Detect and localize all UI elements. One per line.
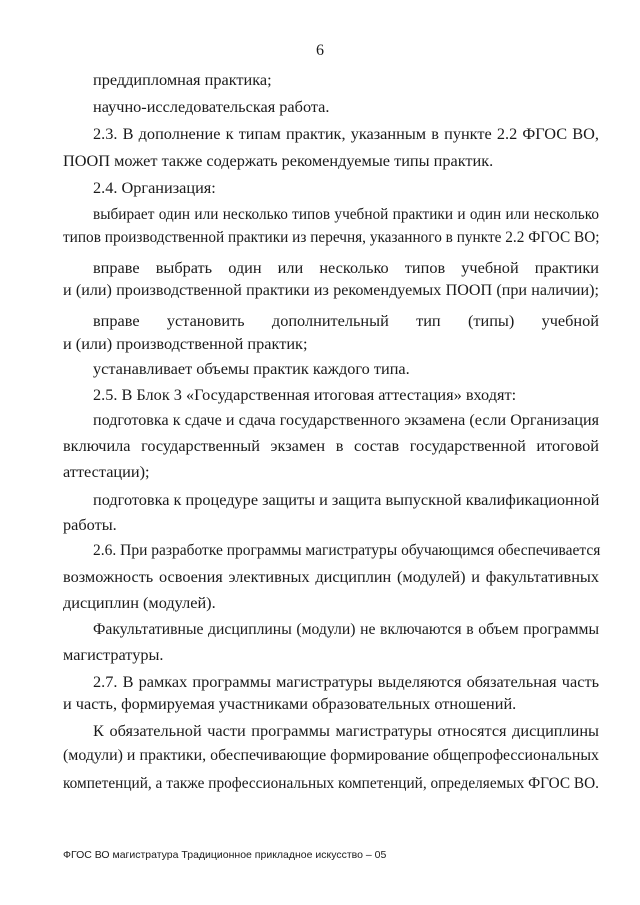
text-line: подготовка к процедуре защиты и защита выпускной квалификационной bbox=[93, 490, 600, 509]
text-line: компетенций, а также профессиональных компетенций, определяемых ФГОС ВО. bbox=[63, 775, 599, 792]
text-line: магистратуры. bbox=[63, 645, 164, 664]
text-line: включила государственный экзамен в состав государственной итоговой bbox=[63, 436, 599, 455]
text-line: (модули) и практики, обеспечивающие формирование общепрофессиональных bbox=[63, 747, 599, 764]
text-line: 2.5. В Блок 3 «Государственная итоговая аттестация» входят: bbox=[93, 385, 517, 404]
text-line: научно-исследовательская работа. bbox=[93, 97, 330, 116]
text-line: дисциплин (модулей). bbox=[63, 593, 216, 612]
text-line: возможность освоения элективных дисциплин (модулей) и факультативных bbox=[63, 567, 599, 586]
text-line: ПООП может также содержать рекомендуемые типы практик. bbox=[63, 151, 494, 170]
text-line: устанавливает объемы практик каждого типа. bbox=[93, 359, 410, 378]
text-line: преддипломная практика; bbox=[93, 70, 272, 89]
text-line: 2.4. Организация: bbox=[93, 178, 216, 197]
page-number: 6 bbox=[316, 42, 324, 59]
text-line: 2.3. В дополнение к типам практик, указанным в пункте 2.2 ФГОС ВО, bbox=[93, 124, 599, 143]
text-line: подготовка к сдаче и сдача государственного экзамена (если Организация bbox=[93, 412, 599, 429]
text-line: выбирает один или несколько типов учебной практики и один или несколько bbox=[93, 206, 599, 223]
page-footer: ФГОС ВО магистратура Традиционное прикладное искусство – 05 bbox=[63, 849, 387, 861]
text-line: типов производственной практики из перечня, указанного в пункте 2.2 ФГОС ВО; bbox=[63, 229, 600, 246]
text-line: 2.7. В рамках программы магистратуры выделяются обязательная часть bbox=[93, 672, 599, 691]
text-line: вправе установить дополнительный тип (типы) учебной bbox=[93, 311, 599, 330]
text-line: и (или) производственной практики из рекомендуемых ПООП (при наличии); bbox=[63, 282, 599, 299]
text-line: и (или) производственной практик; bbox=[63, 334, 308, 353]
text-line: аттестации); bbox=[63, 462, 150, 481]
text-line: Факультативные дисциплины (модули) не включаются в объем программы bbox=[93, 621, 599, 638]
text-line: вправе выбрать один или несколько типов учебной практики bbox=[93, 258, 599, 277]
text-line: и часть, формируемая участниками образовательных отношений. bbox=[63, 694, 517, 713]
text-line: 2.6. При разработке программы магистратуры обучающимся обеспечивается bbox=[93, 542, 601, 559]
text-line: работы. bbox=[63, 515, 117, 534]
text-line: К обязательной части программы магистратуры относятся дисциплины bbox=[93, 721, 599, 740]
